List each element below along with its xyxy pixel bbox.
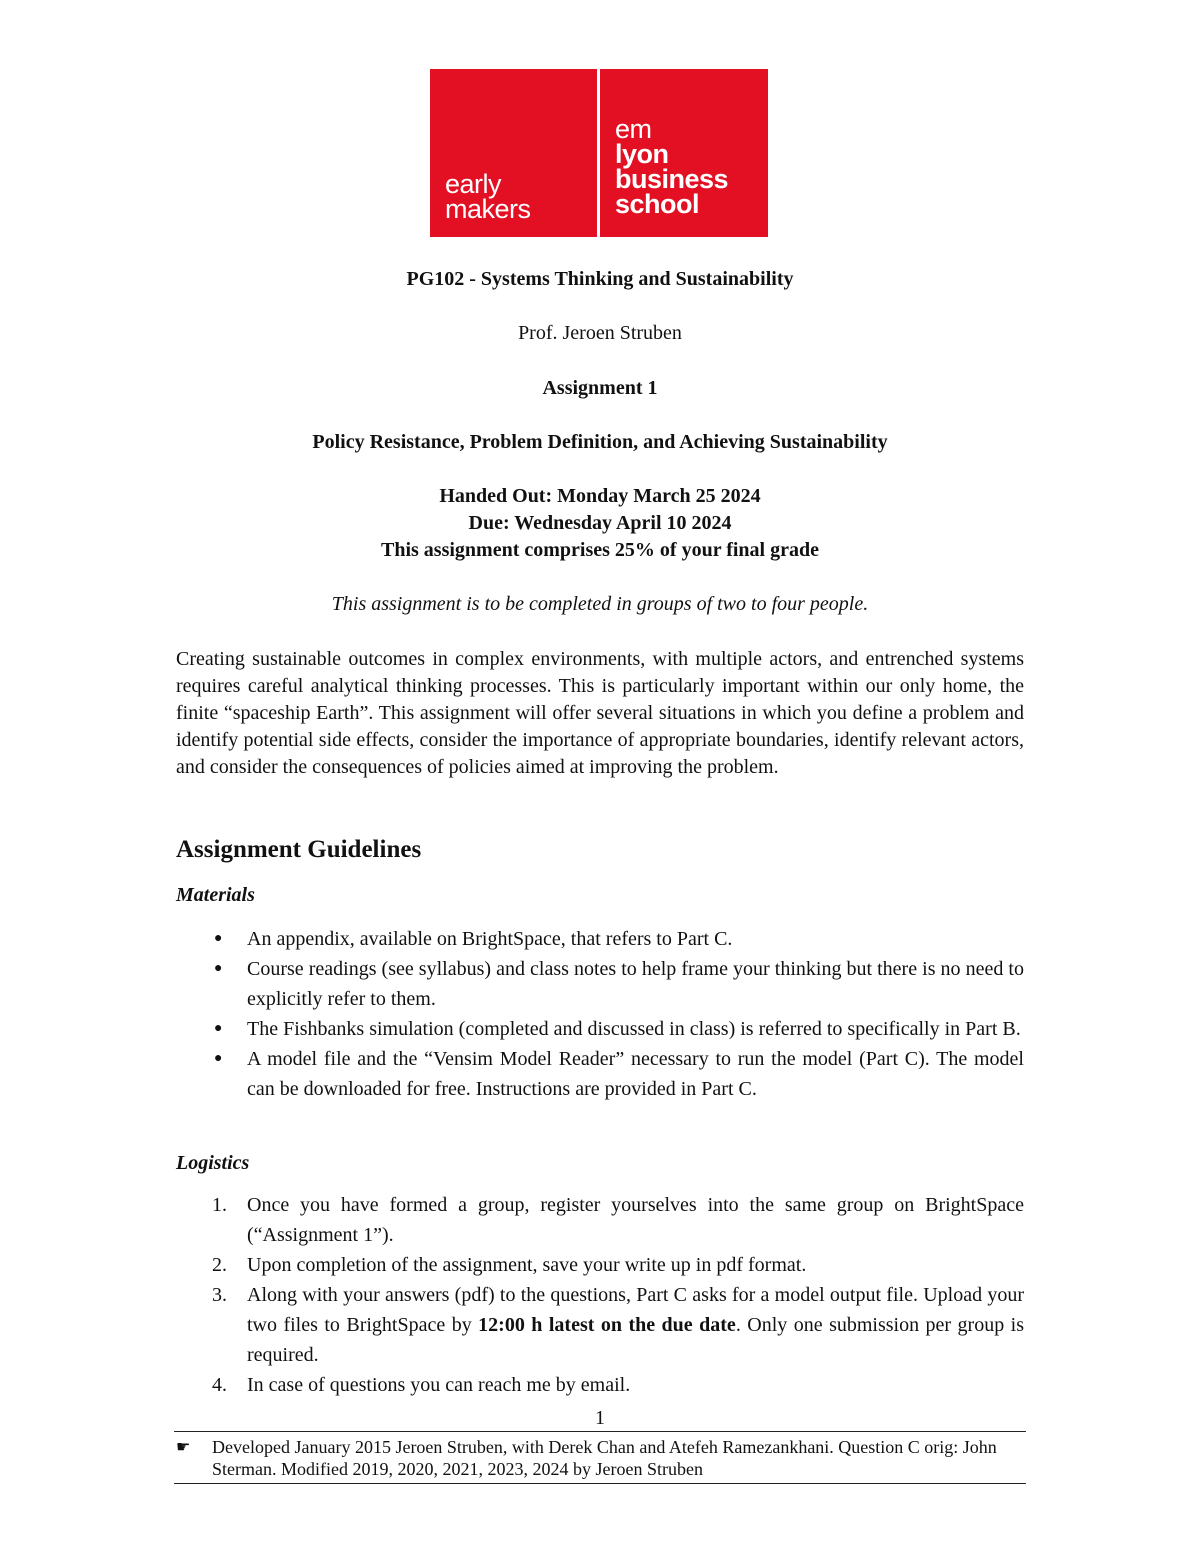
bullet-icon: ●: [214, 961, 223, 976]
list-item: [176, 924, 1024, 954]
list-item: [176, 1044, 1024, 1104]
list-item-text: The Fishbanks simulation (completed and discussed in class) is referred to specifically in Part B.: [247, 1018, 1021, 1040]
bullet-icon: ●: [214, 1051, 223, 1066]
materials-list: [176, 924, 1024, 1104]
page-number: 1: [595, 1407, 605, 1429]
list-number: 4.: [212, 1374, 227, 1396]
list-item-text: Upon completion of the assignment, save your write up in pdf format.: [247, 1254, 807, 1276]
logo-text-line: school: [615, 189, 700, 219]
logo-divider: [597, 69, 600, 237]
handed-out-date: Handed Out: Monday March 25 2024: [439, 485, 761, 507]
list-item-text: Course readings (see syllabus) and class notes to help frame your thinking but there is no need to explicitly refer to them.: [247, 958, 1024, 1010]
list-item: [176, 1370, 1024, 1400]
logo-text-line: em: [615, 114, 652, 144]
list-item-text: An appendix, available on BrightSpace, that refers to Part C.: [247, 928, 733, 950]
footnote-separator: [174, 1431, 1026, 1432]
list-item: [176, 1190, 1024, 1250]
logo-text-line: early: [445, 169, 502, 199]
logo-emlyon-business-school: [615, 114, 729, 219]
logo-text-line: makers: [445, 194, 531, 224]
grade-weight: This assignment comprises 25% of your final grade: [381, 539, 819, 561]
bullet-icon: ●: [214, 931, 223, 946]
footnote: [176, 1436, 1006, 1480]
list-item: [176, 1250, 1024, 1280]
list-item-text: . Only one submission per group is required.: [247, 1314, 1025, 1366]
logistics-heading: Logistics: [176, 1152, 250, 1174]
bullet-icon: ●: [214, 1021, 223, 1036]
list-item-text: In case of questions you can reach me by email.: [247, 1374, 631, 1396]
logo-text-line: business: [615, 164, 729, 194]
list-number: 3.: [212, 1284, 227, 1306]
deadline-emphasis: 12:00 h latest on the due date: [478, 1314, 736, 1336]
list-item: [176, 1014, 1024, 1044]
due-date: Due: Wednesday April 10 2024: [468, 512, 732, 534]
materials-heading: Materials: [176, 884, 255, 906]
course-title: PG102 - Systems Thinking and Sustainability: [406, 268, 794, 290]
emlyon-logo: [430, 69, 768, 237]
list-item: [176, 1280, 1024, 1370]
professor-name: Prof. Jeroen Struben: [518, 322, 682, 344]
pointing-hand-icon: ☛: [176, 1437, 191, 1456]
group-note: This assignment is to be completed in groups of two to four people.: [331, 593, 869, 615]
logo-early-makers: [445, 169, 531, 224]
list-number: 2.: [212, 1254, 227, 1276]
list-item: [176, 954, 1024, 1014]
footnote-text: Developed January 2015 Jeroen Struben, with Derek Chan and Atefeh Ramezankhani. Question C orig: John Sterman. Modified 2019, 2020, 2021, 2023, 2024 by Jeroen Struben: [212, 1437, 997, 1479]
footnote-bottom-rule: [174, 1483, 1026, 1484]
logistics-list: [176, 1190, 1024, 1400]
guidelines-heading: Assignment Guidelines: [176, 836, 422, 863]
assignment-title: Policy Resistance, Problem Definition, and Achieving Sustainability: [312, 431, 888, 453]
logo-text-line: lyon: [615, 139, 669, 169]
intro-paragraph: Creating sustainable outcomes in complex environments, with multiple actors, and entrenched systems requires careful analytical thinking processes. This is particularly important within our only home, the finite “spaceship Earth”. This assignment will offer several situations in which you define a problem and identify potential side effects, consider the importance of appropriate boundaries, identify relevant actors, and consider the consequences of policies aimed at improving the problem.: [176, 648, 1024, 778]
list-number: 1.: [212, 1194, 227, 1216]
assignment-number: Assignment 1: [542, 377, 658, 399]
list-item-text: Once you have formed a group, register yourselves into the same group on BrightSpace (“Assignment 1”).: [247, 1194, 1024, 1246]
list-item-text: A model file and the “Vensim Model Reader” necessary to run the model (Part C). The model can be downloaded for free. Instructions are provided in Part C.: [247, 1048, 1024, 1100]
list-item-text: Along with your answers (pdf) to the questions, Part C asks for a model output file. Upload your two files to BrightSpace by: [247, 1284, 1024, 1336]
